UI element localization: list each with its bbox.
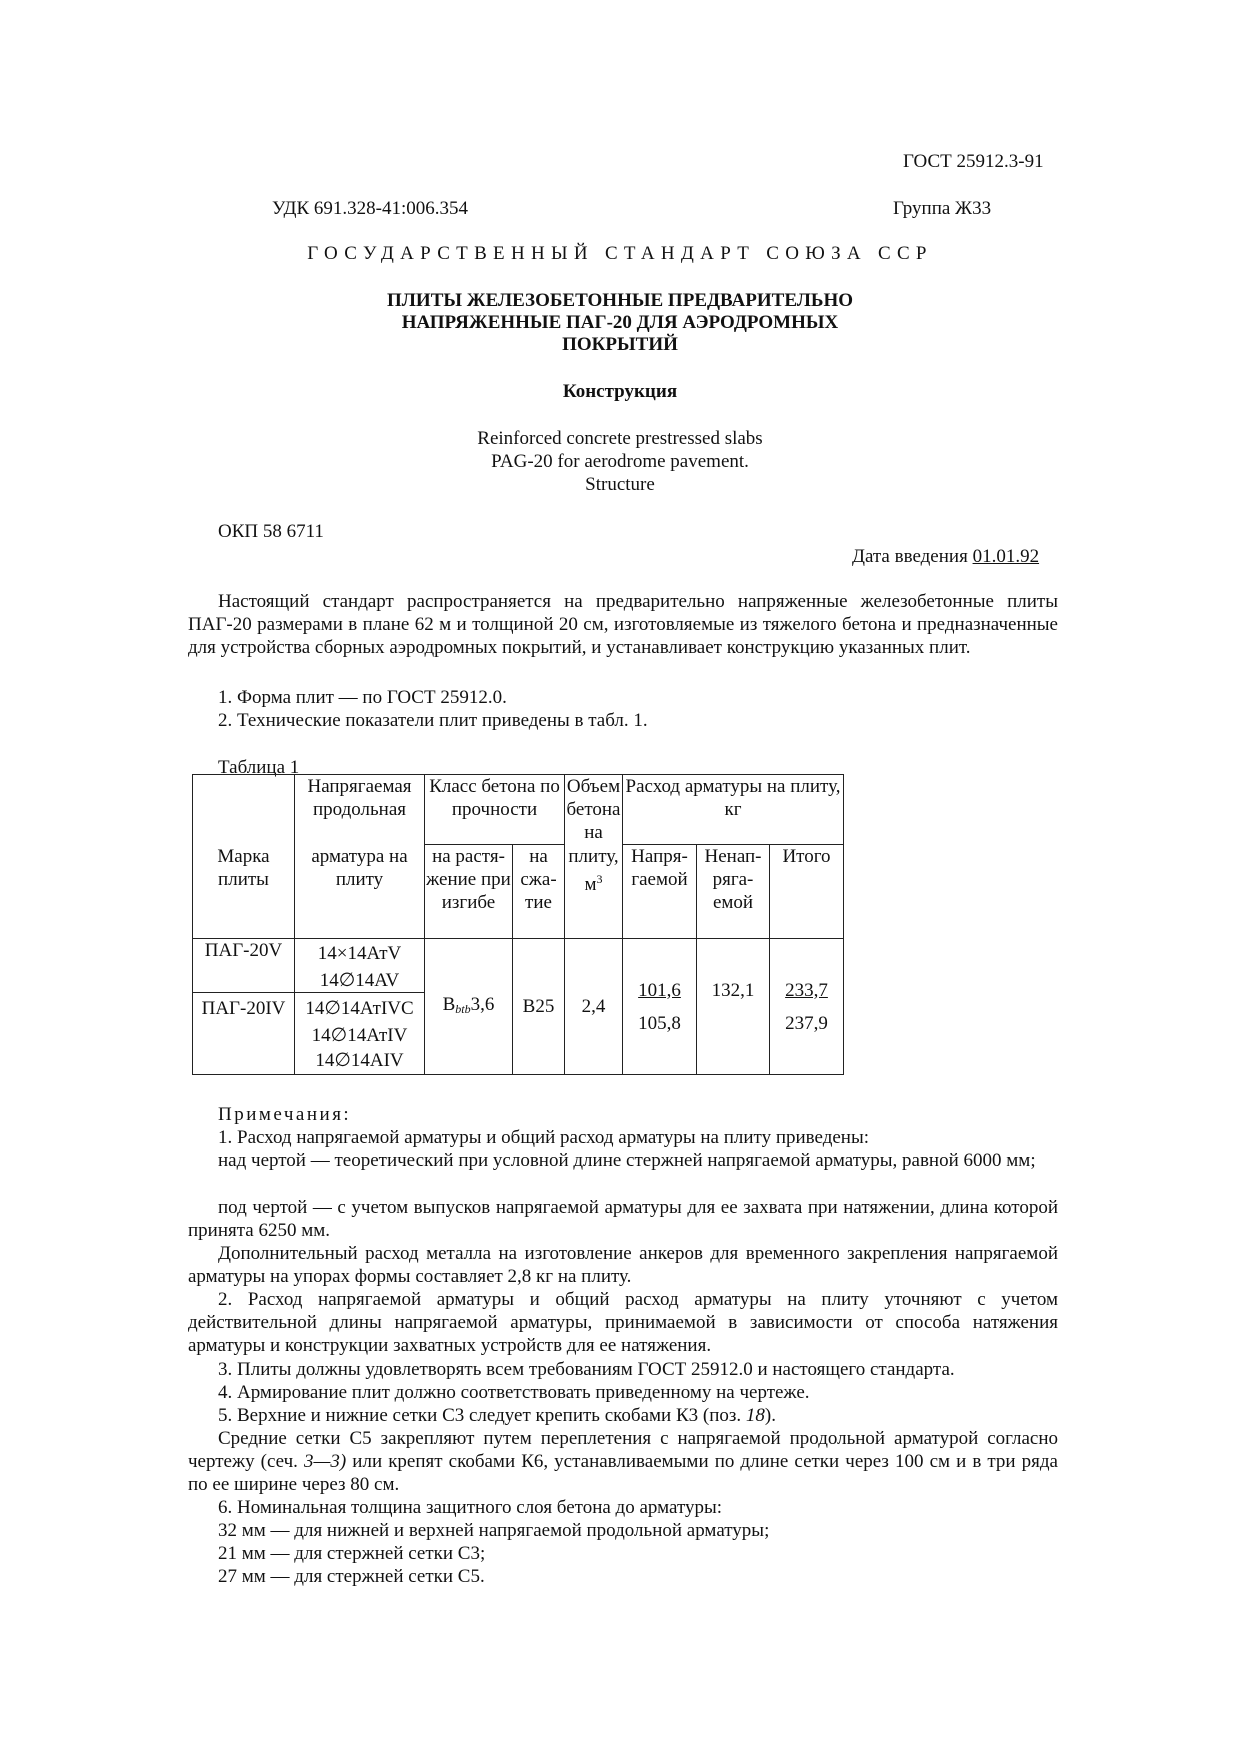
title-line-2: НАПРЯЖЕННЫЕ ПАГ-20 ДЛЯ АЭРОДРОМНЫХ	[401, 312, 839, 333]
item-4: 4. Армирование плит должно соответствовать приведенному на чертеже.	[218, 1382, 810, 1403]
item-3: 3. Плиты должны удовлетворять всем требованиям ГОСТ 25912.0 и настоящего стандарта.	[218, 1359, 955, 1380]
item-6b: 21 мм — для стержней сетки С3;	[218, 1543, 486, 1564]
header-concrete-class: Класс бетона по прочности	[425, 775, 565, 845]
row1-rebar-a: 14×14АтV	[317, 943, 402, 964]
table-caption: Таблица 1	[218, 757, 300, 778]
stressed-bottom: 105,8	[638, 1012, 681, 1034]
title-line-3: ПОКРЫТИЙ	[562, 334, 678, 355]
row1-rebar	[295, 939, 425, 993]
item-5b: Средние сетки С5 закрепляют путем переплетения с напрягаемой продольной арматурой согласно чертежу (сеч. 3—3) или крепят скобами К6, устанавливаемыми по длине сетки через 100 см и в три ряда по ее ширине через 80 см.	[188, 1428, 1058, 1495]
total-top: 233,7	[785, 979, 828, 1001]
stressed-top: 101,6	[638, 979, 681, 1001]
header-compression-class: на сжа-тие	[513, 845, 565, 939]
row2-rebar-a: 14∅14АтIVC	[305, 998, 414, 1019]
subtitle: Конструкция	[562, 381, 678, 402]
header-volume-top: Объем бетона на	[566, 776, 621, 843]
header-unstressed: Ненап-ряга-емой	[697, 845, 770, 939]
note-1b: под чертой — с учетом выпусков напрягаемой арматуры для ее захвата при натяжении, длина которой принята 6250 мм.	[188, 1197, 1058, 1241]
header-mark-top	[193, 775, 295, 845]
row1-mark: ПАГ-20V	[193, 939, 295, 993]
header-consumption: Расход арматуры на плиту, кг	[623, 775, 844, 845]
gost-number: ГОСТ 25912.3-91	[903, 151, 1044, 172]
date-label: Дата введения	[852, 546, 968, 567]
note-1c: Дополнительный расход металла на изготовление анкеров для временного закрепления напрягаемой арматуры на упорах формы составляет 2,8 кг на плиту.	[188, 1243, 1058, 1287]
state-standard-heading: ГОСУДАРСТВЕННЫЙ СТАНДАРТ СОЮЗА ССР	[307, 243, 933, 264]
note-1: 1. Расход напрягаемой арматуры и общий расход арматуры на плиту приведены:	[218, 1127, 870, 1148]
header-rebar-bottom: арматура на плиту	[295, 845, 425, 939]
table-1	[192, 774, 844, 1075]
volume-value: 2,4	[565, 939, 623, 1075]
date-value: 01.01.92	[972, 546, 1040, 567]
header-total: Итого	[770, 845, 844, 939]
intro-paragraph	[188, 590, 1058, 659]
item-1: 1. Форма плит — по ГОСТ 25912.0.	[218, 687, 507, 708]
item-6c: 27 мм — для стержней сетки С5.	[218, 1566, 485, 1587]
group-code: Группа Ж33	[893, 198, 992, 219]
total-value	[770, 939, 844, 1075]
item-5: 5. Верхние и нижние сетки С3 следует крепить скобами К3 (поз. 18).	[218, 1405, 776, 1426]
notes-heading: Примечания:	[218, 1104, 352, 1125]
header-rebar-top: Напрягаемая продольная	[295, 775, 425, 845]
header-tension-class: на растя-жение при изгибе	[425, 845, 513, 939]
note-1a: над чертой — теоретический при условной длине стержней напрягаемой арматуры, равной 6000 мм;	[218, 1150, 1036, 1171]
row2-rebar-b: 14∅14АтIV	[311, 1025, 408, 1046]
stressed-value	[623, 939, 697, 1075]
unstressed-value: 132,1	[697, 939, 770, 1075]
okp-code: ОКП 58 6711	[218, 521, 324, 542]
compression-class-value: B25	[513, 939, 565, 1075]
header-volume-bottom: плиту, $м^3$	[565, 845, 623, 939]
english-title-line-3: Structure	[585, 474, 655, 495]
tension-class-value: $B_{btb}3,6$	[425, 939, 513, 1075]
introduction-date	[852, 545, 1039, 568]
english-title-line-1: Reinforced concrete prestressed slabs	[477, 428, 763, 449]
item-2: 2. Технические показатели плит приведены в табл. 1.	[218, 710, 648, 731]
header-mark: Марка плиты	[193, 845, 295, 939]
row1-rebar-b: 14∅14AV	[319, 970, 400, 991]
row2-rebar-c: 14∅14AIV	[315, 1050, 404, 1071]
header-stressed: Напря-гаемой	[623, 845, 697, 939]
udk-code: УДК 691.328-41:006.354	[272, 198, 469, 219]
row2-rebar	[295, 993, 425, 1075]
total-bottom: 237,9	[785, 1012, 828, 1034]
item-6: 6. Номинальная толщина защитного слоя бетона до арматуры:	[218, 1497, 723, 1518]
note-2: 2. Расход напрягаемой арматуры и общий расход арматуры на плиту уточняют с учетом действительной длины напрягаемой арматуры, принимаемой в зависимости от способа натяжения арматуры и конструкции захватных устройств для ее натяжения.	[188, 1289, 1058, 1356]
english-title-line-2: PAG-20 for aerodrome pavement.	[491, 451, 749, 472]
row2-mark: ПАГ-20IV	[193, 993, 295, 1075]
title-line-1: ПЛИТЫ ЖЕЛЕЗОБЕТОННЫЕ ПРЕДВАРИТЕЛЬНО	[386, 290, 854, 311]
intro-text: Настоящий стандарт распространяется на предварительно напряженные железобетонные плиты ПАГ-20 размерами в плане 62 м и толщиной 20 см, изготовляемые из тяжелого бетона и предназначенные для устройства сборных аэродромных покрытий, и устанавливает конструкцию указанных плит.	[188, 591, 1058, 658]
item-6a: 32 мм — для нижней и верхней напрягаемой продольной арматуры;	[218, 1520, 770, 1541]
